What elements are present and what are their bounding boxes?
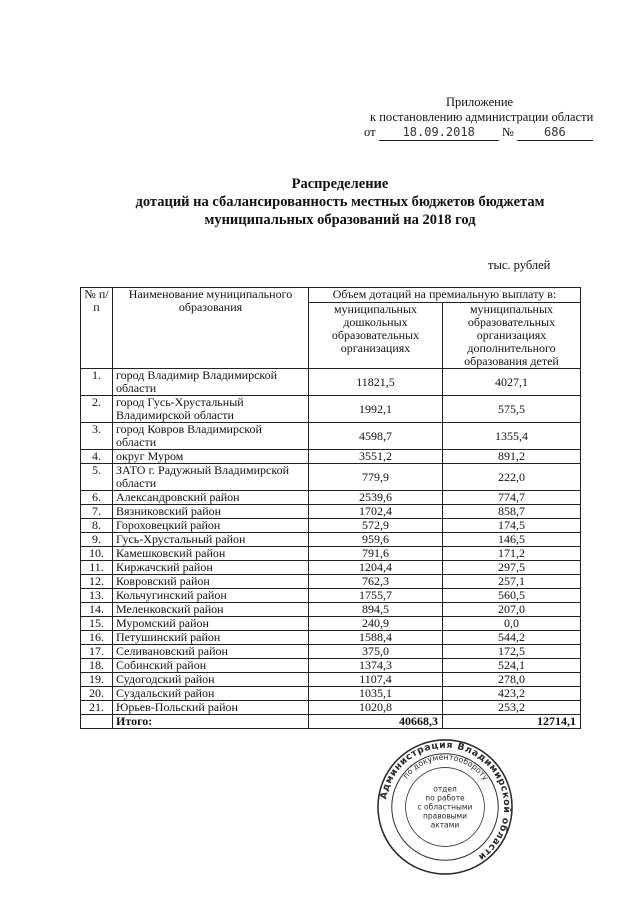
row-value-preschool: 572,9	[309, 519, 443, 533]
row-value-preschool: 791,6	[309, 547, 443, 561]
date-value: 18.09.2018	[379, 125, 499, 141]
table-row	[81, 589, 581, 603]
table-row	[81, 396, 581, 423]
row-number: 6.	[81, 491, 113, 505]
row-value-additional: 222,0	[443, 464, 581, 491]
row-value-additional: 4027,1	[443, 369, 581, 396]
table-row	[81, 617, 581, 631]
row-value-preschool: 762,3	[309, 575, 443, 589]
header-group: Объем дотаций на премиальную выплату в:	[309, 288, 581, 303]
row-number: 8.	[81, 519, 113, 533]
row-value-additional: 297,5	[443, 561, 581, 575]
table-row	[81, 645, 581, 659]
row-value-preschool: 1035,1	[309, 687, 443, 701]
row-value-additional: 575,5	[443, 396, 581, 423]
row-value-additional: 172,5	[443, 645, 581, 659]
svg-text:по работе: по работе	[425, 793, 465, 803]
row-name: Киржачский район	[113, 561, 309, 575]
row-name: город Ковров Владимирской области	[113, 423, 309, 450]
row-name: Меленковский район	[113, 603, 309, 617]
table-row	[81, 369, 581, 396]
row-value-preschool: 240,9	[309, 617, 443, 631]
table-row	[81, 603, 581, 617]
row-value-preschool: 1588,4	[309, 631, 443, 645]
row-value-additional: 171,2	[443, 547, 581, 561]
title-line-2: дотаций на сбалансированность местных бюджетов бюджетам	[135, 194, 545, 210]
table-row	[81, 561, 581, 575]
svg-text:по документообороту: по документообороту	[401, 752, 491, 783]
row-number: 9.	[81, 533, 113, 547]
row-value-additional: 560,5	[443, 589, 581, 603]
svg-text:актами: актами	[430, 820, 460, 830]
date-prefix: от	[364, 125, 376, 139]
row-value-preschool: 4598,7	[309, 423, 443, 450]
row-name: ЗАТО г. Радужный Владимирской области	[113, 464, 309, 491]
appendix-date-number	[360, 125, 620, 141]
row-value-additional: 858,7	[443, 505, 581, 519]
distribution-table	[80, 287, 581, 729]
svg-text:отдел: отдел	[433, 784, 457, 794]
row-number: 21.	[81, 701, 113, 715]
row-value-additional: 0,0	[443, 617, 581, 631]
appendix-header	[360, 95, 620, 141]
total-number-cell	[81, 715, 113, 729]
row-value-additional: 174,5	[443, 519, 581, 533]
row-number: 10.	[81, 547, 113, 561]
row-name: округ Муром	[113, 450, 309, 464]
header-col-additional: муниципальных образовательных организациях дополнительного образования детей	[443, 303, 581, 369]
row-value-preschool: 1374,3	[309, 659, 443, 673]
row-name: Кольчугинский район	[113, 589, 309, 603]
row-value-additional: 544,2	[443, 631, 581, 645]
row-value-additional: 146,5	[443, 533, 581, 547]
row-name: Муромский район	[113, 617, 309, 631]
row-number: 4.	[81, 450, 113, 464]
total-row	[81, 715, 581, 729]
row-value-preschool: 1992,1	[309, 396, 443, 423]
units-label: тыс. рублей	[488, 258, 551, 272]
row-number: 7.	[81, 505, 113, 519]
svg-text:с областными: с областными	[417, 802, 473, 812]
row-number: 2.	[81, 396, 113, 423]
table-row	[81, 464, 581, 491]
row-name: Судогодский район	[113, 673, 309, 687]
row-value-additional: 891,2	[443, 450, 581, 464]
row-number: 19.	[81, 673, 113, 687]
row-name: Ковровский район	[113, 575, 309, 589]
row-number: 3.	[81, 423, 113, 450]
document-title	[60, 175, 620, 229]
table-body	[81, 369, 581, 729]
row-name: Собинский район	[113, 659, 309, 673]
row-number: 1.	[81, 369, 113, 396]
official-stamp	[376, 738, 514, 876]
row-value-preschool: 1755,7	[309, 589, 443, 603]
row-name: Вязниковский район	[113, 505, 309, 519]
row-value-preschool: 1020,8	[309, 701, 443, 715]
row-value-additional: 278,0	[443, 673, 581, 687]
row-value-additional: 253,2	[443, 701, 581, 715]
row-number: 20.	[81, 687, 113, 701]
row-value-additional: 207,0	[443, 603, 581, 617]
table-row	[81, 533, 581, 547]
header-number: № п/п	[81, 288, 113, 369]
row-number: 5.	[81, 464, 113, 491]
table-row	[81, 505, 581, 519]
table-row	[81, 575, 581, 589]
row-value-preschool: 894,5	[309, 603, 443, 617]
row-name: Селивановский район	[113, 645, 309, 659]
number-prefix: №	[501, 125, 514, 139]
table-row	[81, 547, 581, 561]
appendix-reference: к постановлению администрации области	[370, 110, 594, 124]
row-value-preschool: 2539,6	[309, 491, 443, 505]
title-line-1: Распределение	[291, 176, 389, 192]
svg-text:правовыми: правовыми	[422, 811, 468, 821]
row-value-preschool: 1107,4	[309, 673, 443, 687]
total-label: Итого:	[113, 715, 309, 729]
row-name: Камешковский район	[113, 547, 309, 561]
appendix-label: Приложение	[446, 95, 514, 109]
table-row	[81, 491, 581, 505]
row-name: город Гусь-Хрустальный Владимирской области	[113, 396, 309, 423]
table-row	[81, 673, 581, 687]
number-value: 686	[517, 125, 593, 141]
row-value-preschool: 1702,4	[309, 505, 443, 519]
svg-text:Администрация Владимирской обл: Администрация Владимирской области	[378, 739, 513, 863]
table-row	[81, 423, 581, 450]
row-value-additional: 423,2	[443, 687, 581, 701]
row-name: Александровский район	[113, 491, 309, 505]
row-value-additional: 1355,4	[443, 423, 581, 450]
header-name: Наименование муниципального образования	[113, 288, 309, 369]
table-row	[81, 450, 581, 464]
row-name: Петушинский район	[113, 631, 309, 645]
row-value-preschool: 779,9	[309, 464, 443, 491]
row-value-additional: 774,7	[443, 491, 581, 505]
row-number: 12.	[81, 575, 113, 589]
row-value-preschool: 375,0	[309, 645, 443, 659]
row-number: 13.	[81, 589, 113, 603]
row-name: Суздальский район	[113, 687, 309, 701]
row-value-additional: 524,1	[443, 659, 581, 673]
total-value-additional: 12714,1	[443, 715, 581, 729]
row-number: 17.	[81, 645, 113, 659]
row-value-preschool: 11821,5	[309, 369, 443, 396]
row-number: 18.	[81, 659, 113, 673]
row-value-preschool: 1204,4	[309, 561, 443, 575]
table-row	[81, 519, 581, 533]
row-number: 16.	[81, 631, 113, 645]
table-row	[81, 631, 581, 645]
row-number: 11.	[81, 561, 113, 575]
table-row	[81, 659, 581, 673]
table-row	[81, 687, 581, 701]
row-number: 14.	[81, 603, 113, 617]
title-line-3: муниципальных образований на 2018 год	[204, 212, 476, 228]
header-col-preschool: муниципальных дошкольных образовательных организациях	[309, 303, 443, 369]
row-number: 15.	[81, 617, 113, 631]
total-value-preschool: 40668,3	[309, 715, 443, 729]
row-value-preschool: 959,6	[309, 533, 443, 547]
row-name: Юрьев-Польский район	[113, 701, 309, 715]
row-name: город Владимир Владимирской области	[113, 369, 309, 396]
table-row	[81, 701, 581, 715]
row-value-preschool: 3551,2	[309, 450, 443, 464]
row-value-additional: 257,1	[443, 575, 581, 589]
row-name: Гусь-Хрустальный район	[113, 533, 309, 547]
row-name: Гороховецкий район	[113, 519, 309, 533]
